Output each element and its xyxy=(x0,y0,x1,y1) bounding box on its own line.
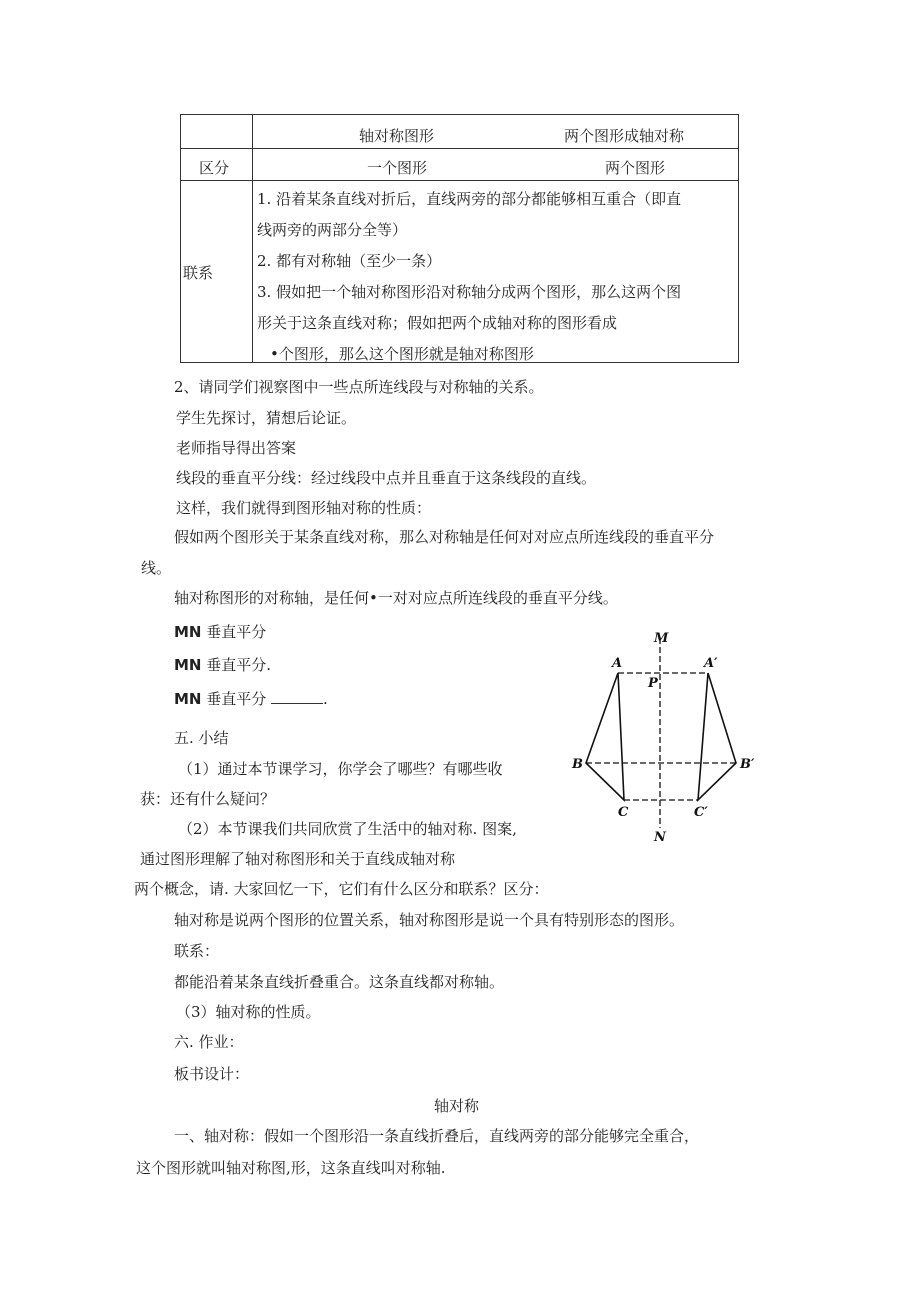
para-bisector: 线段的垂直平分线：经过线段中点并且垂直于这条线段的直线。 xyxy=(176,469,597,487)
symmetry-figure xyxy=(566,628,766,842)
relation-line-1: 1. 沿着某条直线对折后，直线两旁的部分都能够相互重合（即直 xyxy=(257,190,682,208)
table-divider-2 xyxy=(181,180,738,181)
relation-line-2: 线两旁的两部分全等） xyxy=(257,221,408,239)
relation-line-6: •个图形，那么这个图形就是轴对称图形 xyxy=(270,345,534,363)
summary-difference: 轴对称是说两个图形的位置关系，轴对称图形是说一个具有特别形态的图形。 xyxy=(174,911,685,929)
summary-2b: 通过图形理解了轴对称图形和关于直线成轴对称 xyxy=(140,850,456,868)
mn-label: MN xyxy=(174,656,202,674)
mn-end: . xyxy=(323,690,328,708)
definition-line-1: 一、轴对称：假如一个图形沿一条直线折叠后，直线两旁的部分能够完全重合， xyxy=(174,1127,700,1145)
para-thus: 这样，我们就得到图形轴对称的性质： xyxy=(176,499,432,517)
triangle-abc-prime xyxy=(698,673,736,800)
mn-text: 垂直平分 xyxy=(201,690,267,708)
para-property-1-end: 线。 xyxy=(141,559,172,577)
label-c: C xyxy=(618,805,629,820)
para-teacher: 老师指导得出答案 xyxy=(176,439,297,457)
row-label-relation: 联系 xyxy=(183,264,214,282)
para-discuss: 学生先探讨，猜想后论证。 xyxy=(176,409,357,427)
para-property-1: 假如两个图形关于某条直线对称，那么对称轴是任何对对应点所连线段的垂直平分 xyxy=(174,528,715,546)
relation-line-3: 2. 都有对称轴（至少一条） xyxy=(257,252,442,270)
mn-label: MN xyxy=(174,623,202,641)
para-observe: 2、请同学们视察图中一些点所连线段与对称轴的关系。 xyxy=(174,378,544,396)
summary-2c: 两个概念，请. 大家回忆一下，它们有什么区分和联系？区分： xyxy=(134,880,549,898)
definition-line-2: 这个图形就叫轴对称图,形，这条直线叫对称轴. xyxy=(136,1159,446,1177)
summary-1a: （1）通过本节课学习，你学会了哪些？有哪些收 xyxy=(178,760,503,778)
board-title: 轴对称 xyxy=(434,1097,480,1115)
fill-blank xyxy=(271,689,323,704)
mn-label: MN xyxy=(174,690,202,708)
table-header-axis-figure: 轴对称图形 xyxy=(359,127,435,145)
para-property-2: 轴对称图形的对称轴，是任何•一对对应点所连线段的垂直平分线。 xyxy=(174,589,618,607)
label-p: P xyxy=(648,676,658,691)
row-label-difference: 区分 xyxy=(199,159,230,177)
relation-line-4: 3. 假如把一个轴对称图形沿对称轴分成两个图形，那么这两个图 xyxy=(257,283,682,301)
label-m: M xyxy=(654,631,669,646)
table-divider-vertical xyxy=(252,115,253,362)
mn-text: 垂直平分 xyxy=(201,623,267,641)
table-divider-1 xyxy=(181,148,738,149)
table-header-two-figures: 两个图形成轴对称 xyxy=(564,127,685,145)
diff-axis-figure: 一个图形 xyxy=(367,159,428,177)
mn-line-2 xyxy=(174,654,271,675)
mn-line-3 xyxy=(174,688,328,709)
section-summary-heading: 五. 小结 xyxy=(174,729,229,747)
mn-line-1 xyxy=(174,621,266,642)
summary-1b: 获：还有什么疑问？ xyxy=(140,790,276,808)
diff-two-figures: 两个图形 xyxy=(605,159,666,177)
board-design-heading: 板书设计： xyxy=(174,1065,250,1083)
summary-2a: （2）本节课我们共同欣赏了生活中的轴对称. 图案, xyxy=(178,820,517,838)
label-n: N xyxy=(654,830,666,842)
section-homework-heading: 六. 作业： xyxy=(174,1033,244,1051)
relation-line-5: 形关于这条直线对称；假如把两个成轴对称的图形看成 xyxy=(257,314,618,332)
label-a: A xyxy=(612,656,623,671)
comparison-table xyxy=(180,114,739,363)
mn-text: 垂直平分. xyxy=(201,656,272,674)
label-b-prime: B′ xyxy=(740,757,755,772)
summary-3: （3）轴对称的性质。 xyxy=(176,1003,321,1021)
summary-relation: 都能沿着某条直线折叠重合。这条直线都对称轴。 xyxy=(174,973,505,991)
label-a-prime: A′ xyxy=(704,656,718,671)
triangle-abc xyxy=(586,673,624,800)
summary-relation-label: 联系： xyxy=(174,942,220,960)
label-c-prime: C′ xyxy=(694,805,708,820)
label-b: B xyxy=(572,757,583,772)
